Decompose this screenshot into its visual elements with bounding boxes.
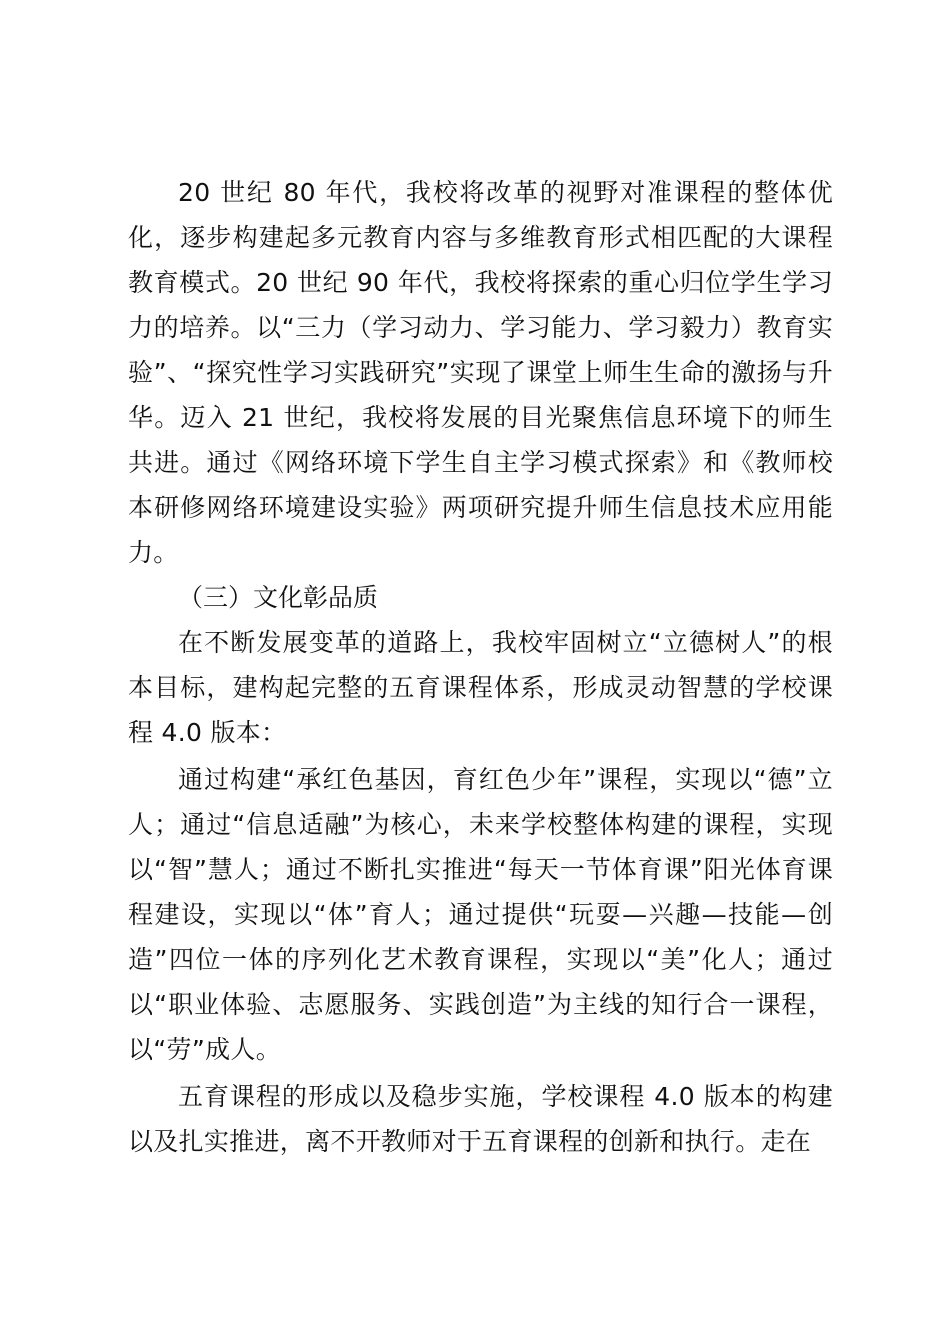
paragraph-five-education-courses: 通过构建“承红色基因，育红色少年”课程，实现以“德”立人；通过“信息适融”为核心，未来学校整体构建的课程，实现以“智”慧人；通过不断扎实推进“每天一节体育课”阳光体育课程建设，实现以“体”育人；通过提供“玩耍—兴趣—技能—创造”四位一体的序列化艺术教育课程，实现以“美”化人；通过以“职业体验、志愿服务、实践创造”为主线的知行合一课程，以“劳”成人。 bbox=[128, 765, 833, 1064]
paragraph-teacher-innovation: 五育课程的形成以及稳步实施，学校课程 4.0 版本的构建以及扎实推进，离不开教师对于五育课程的创新和执行。走在 bbox=[128, 1082, 833, 1156]
document-body bbox=[128, 170, 833, 1164]
paragraph-five-education-goal: 在不断发展变革的道路上，我校牢固树立“立德树人”的根本目标，建构起完整的五育课程体系，形成灵动智慧的学校课程 4.0 版本： bbox=[128, 628, 833, 747]
section-heading-culture-quality: （三）文化彰品质 bbox=[178, 583, 379, 612]
paragraph-curriculum-history: 20 世纪 80 年代，我校将改革的视野对准课程的整体优化，逐步构建起多元教育内容与多维教育形式相匹配的大课程教育模式。20 世纪 90 年代，我校将探索的重心归位学生学习力的培养。以“三力（学习动力、学习能力、学习毅力）教育实验”、“探究性学习实践研究”实现了课堂上师生生命的激扬与升华。迈入 21 世纪，我校将发展的目光聚焦信息环境下的师生共进。通过《网络环境下学生自主学习模式探索》和《教师校本研修网络环境建设实验》两项研究提升师生信息技术应用能力。 bbox=[128, 178, 833, 567]
